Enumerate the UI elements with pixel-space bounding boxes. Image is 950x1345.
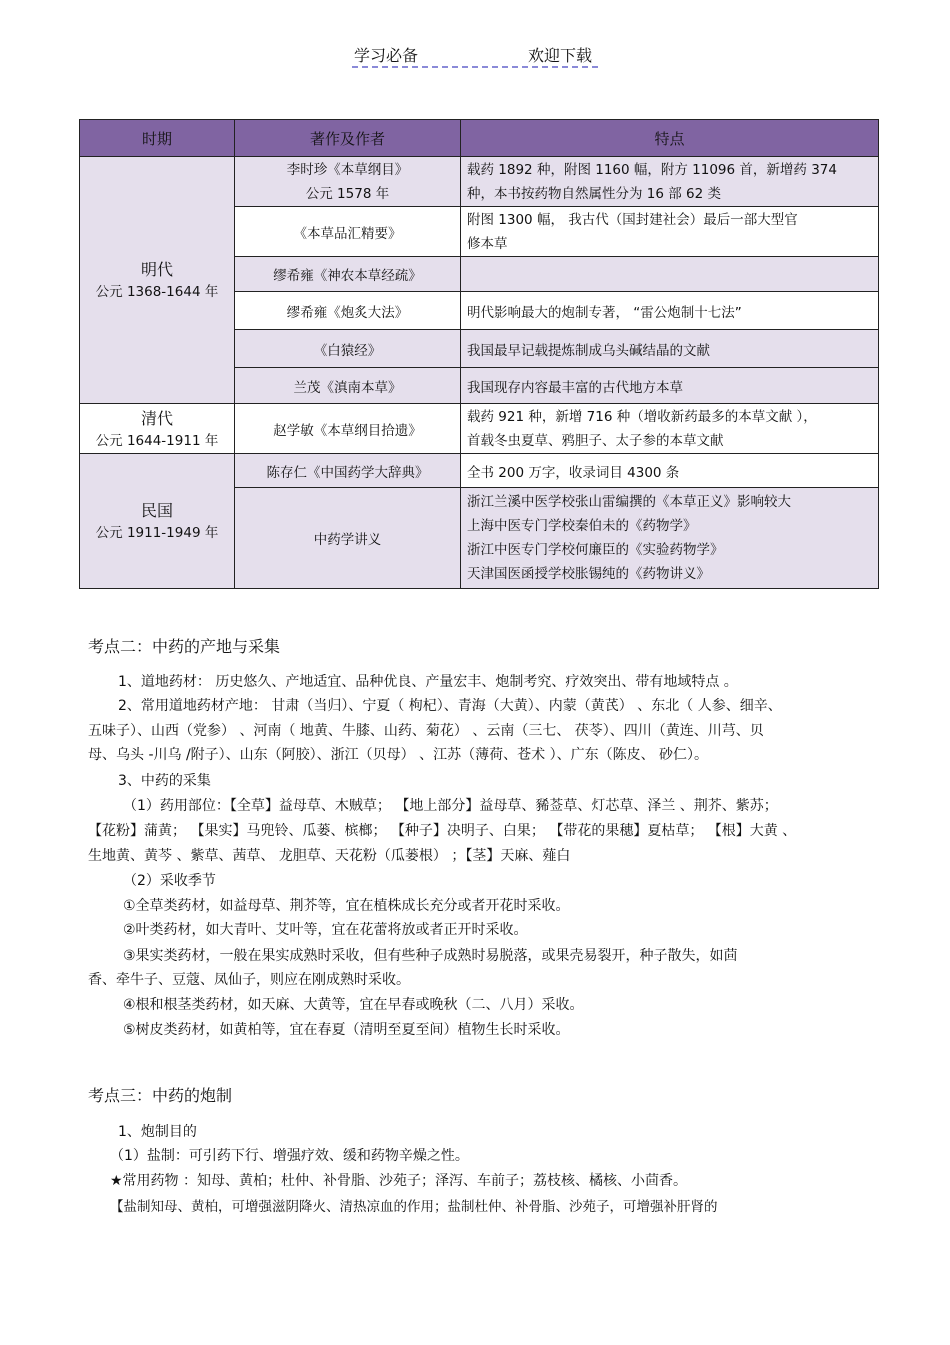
- paragraph-line: 1、炮制目的: [118, 1124, 197, 1140]
- feature-cell: [461, 368, 879, 404]
- section2-title: 考点二：中药的产地与采集: [88, 637, 281, 656]
- feature-cell: [461, 257, 879, 292]
- work-text: 《白猿经》: [313, 342, 382, 359]
- paragraph-line: 生地黄、黄芩 、紫草、茜草、 龙胆草、天花粉（瓜蒌根） ；【茎】天麻、薤白: [88, 848, 571, 864]
- feature-text: 浙江中医专门学校何廉臣的《实验药物学》: [467, 542, 724, 558]
- paragraph-line: ★常用药物 ：知母、黄柏；杜仲、补骨脂、沙苑子；泽泻、车前子；荔枝核、橘核、小茴香。: [110, 1173, 687, 1189]
- paragraph-line: ①全草类药材，如益母草、荆芥等，宜在植株成长充分或者开花时采收。: [123, 898, 570, 914]
- work-cell: [235, 257, 461, 292]
- feature-text: 载药 921 种，新增 716 种（增收新药最多的本草文献 ），: [467, 408, 817, 425]
- period-cell-ming: [80, 157, 235, 404]
- feature-text: 上海中医专门学校秦伯未的《药物学》: [467, 518, 697, 534]
- work-year: 公元 1578 年: [305, 185, 390, 202]
- feature-text: 天津国医函授学校胀锡纯的《药物讲义》: [467, 566, 710, 582]
- work-text: 缪希雍《炮炙大法》: [286, 304, 409, 321]
- feature-cell: [461, 330, 879, 368]
- feature-text: 修本草: [467, 235, 508, 252]
- period-name: 清代: [140, 408, 173, 428]
- paragraph-line: 3、中药的采集: [118, 773, 211, 789]
- paragraph-line: 五味子）、山西（党参） 、河南（ 地黄、牛膝、山药、菊花） 、云南（三七、 茯苓）、四川（黄连、川芎、贝: [88, 723, 764, 739]
- feature-text: 浙江兰溪中医学校张山雷编撰的《本草正义》影响较大: [467, 494, 791, 510]
- table-row: [80, 404, 879, 454]
- history-table: [79, 119, 879, 589]
- table-row: [80, 157, 879, 207]
- paragraph-line: 母、乌头 -川乌 /附子）、山东（阿胶）、浙江（贝母） 、江苏（薄荷、苍术 ）、广东（陈皮、 砂仁）。: [88, 747, 709, 763]
- work-text: 兰茂《滇南本草》: [293, 379, 402, 396]
- feature-text: 载药 1892 种，附图 1160 幅，附方 11096 首，新增药 374: [467, 161, 837, 178]
- feature-text: 我国现存内容最丰富的古代地方本草: [467, 379, 683, 396]
- paragraph-line: 香、牵牛子、豆蔻、凤仙子，则应在刚成熟时采收。: [88, 972, 410, 988]
- work-text: 赵学敏《本草纲目拾遗》: [273, 422, 422, 439]
- col-header-work: 著作及作者: [235, 120, 461, 157]
- paragraph-line: ④根和根茎类药材，如天麻、大黄等，宜在早春或晚秋（二、八月）采收。: [123, 997, 584, 1013]
- feature-text: 附图 1300 幅， 我古代（国封建社会）最后一部大型官: [467, 211, 798, 228]
- paragraph-line: 【盐制知母、黄柏，可增强滋阴降火、清热凉血的作用；盐制杜仲、补骨脂、沙苑子，可增强补肝肾的: [110, 1199, 718, 1215]
- period-name: 明代: [140, 260, 173, 279]
- paragraph-line: （1）药用部位：【全草】益母草、木贼草； 【地上部分】益母草、豨莶草、灯芯草、泽兰 、荆芥、紫苏；: [123, 798, 778, 814]
- feature-cell: [461, 454, 879, 488]
- feature-cell: [461, 488, 879, 589]
- work-cell: [235, 404, 461, 454]
- feature-text: 我国最早记载提炼制成乌头碱结晶的文献: [467, 342, 710, 359]
- header-left: 学习必备: [354, 46, 419, 65]
- period-years: 公元 1644-1911 年: [95, 432, 219, 449]
- work-cell: [235, 157, 461, 207]
- feature-text: 明代影响最大的炮制专著， “雷公炮制十七法”: [467, 304, 742, 321]
- work-text: 中药学讲义: [313, 532, 382, 548]
- col-header-feature: 特点: [461, 120, 879, 157]
- feature-text: 种，本书按药物自然属性分为 16 部 62 类: [467, 185, 722, 202]
- paragraph-line: ③果实类药材，一般在果实成熟时采收，但有些种子成熟时易脱落，或果壳易裂开，种子散失，如茴: [123, 948, 738, 964]
- table-header-row: [80, 120, 879, 157]
- period-cell-qing: [80, 404, 235, 454]
- col-header-period: 时期: [80, 120, 235, 157]
- paragraph-line: ②叶类药材，如大青叶、艾叶等，宜在花蕾将放或者正开时采收。: [123, 922, 528, 938]
- work-text: 《本草品汇精要》: [293, 225, 402, 242]
- feature-cell: [461, 292, 879, 330]
- work-cell: [235, 292, 461, 330]
- feature-cell: [461, 157, 879, 207]
- period-years: 公元 1368-1644 年: [95, 284, 219, 300]
- paragraph-line: ⑤树皮类药材，如黄柏等，宜在春夏（清明至夏至间）植物生长时采收。: [123, 1022, 570, 1038]
- period-cell-minguo: [80, 454, 235, 589]
- page-header: [352, 40, 598, 68]
- work-text: 缪希雍《神农本草经疏》: [273, 268, 422, 284]
- work-cell: [235, 454, 461, 488]
- table-row: [80, 454, 879, 488]
- work-text: 陈存仁《中国药学大辞典》: [266, 464, 429, 481]
- section3-title: 考点三：中药的炮制: [88, 1086, 233, 1105]
- work-text: 李时珍《本草纲目》: [286, 161, 409, 178]
- header-right: 欢迎下载: [527, 46, 592, 65]
- work-cell: [235, 207, 461, 257]
- feature-text: 全书 200 万字，收录词目 4300 条: [467, 464, 680, 481]
- paragraph-line: （1）盐制：可引药下行、增强疗效、缓和药物辛燥之性。: [110, 1148, 469, 1164]
- period-years: 公元 1911-1949 年: [95, 525, 219, 541]
- feature-text: 首载冬虫夏草、鸦胆子、太子参的本草文献: [467, 432, 724, 449]
- paragraph-line: 2、常用道地药材产地： 甘肃（当归）、宁夏（ 枸杞）、青海（大黄）、内蒙（黄芪） 、东北（ 人参、细辛、: [118, 698, 782, 714]
- feature-cell: [461, 207, 879, 257]
- paragraph-line: （2）采收季节: [123, 873, 216, 889]
- feature-cell: [461, 404, 879, 454]
- period-name: 民国: [140, 501, 173, 520]
- paragraph-line: 【花粉】蒲黄； 【果实】马兜铃、瓜蒌、槟榔； 【种子】决明子、白果； 【带花的果穗】夏枯草； 【根】大黄 、: [88, 823, 797, 839]
- work-cell: [235, 330, 461, 368]
- paragraph-line: 1、道地药材： 历史悠久、产地适宜、品种优良、产量宏丰、炮制考究、疗效突出、带有地域特点 。: [118, 674, 738, 690]
- work-cell: [235, 368, 461, 404]
- work-cell: [235, 488, 461, 589]
